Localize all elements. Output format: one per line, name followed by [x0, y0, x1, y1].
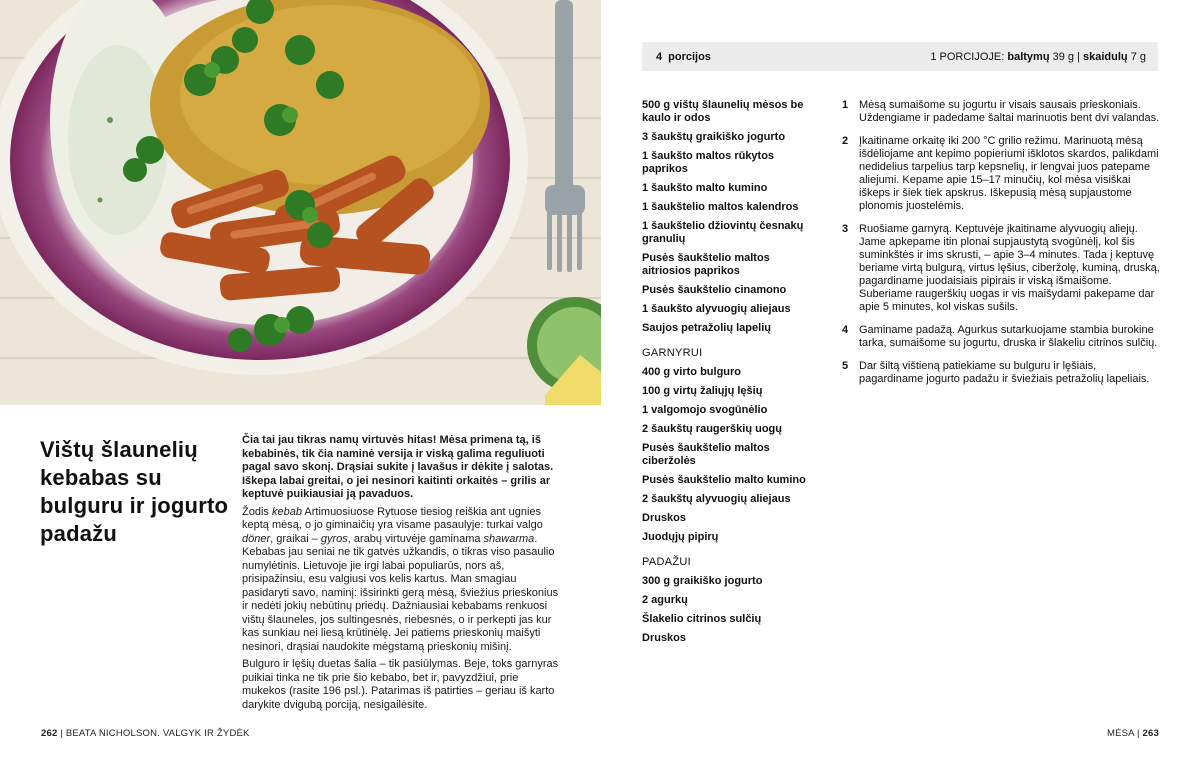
- sauce-heading: PADAŽUI: [642, 556, 691, 568]
- ingredient-item: 2 agurkų: [642, 594, 688, 606]
- step-number: 2: [842, 135, 849, 147]
- step-text: Ruošiame garnyrą. Keptuvėje įkaitiname alyvuogių aliejų. Jame apkepame itin plonai supjaustytą svogūnėlį, kol šis suminkštės ir ims skrusti, – apie 3–4 minutes. Tada į keptuvę beriame virtą bulgurą, virtus lęšius, ciberžolę, kuminą, druską, pagardiname juodaisiais pipirais ir viską išmaišome. Suberiame raugerškių uogas ir vis maišydami pakepame dar apie 5 minutes, kol viskas sušils.: [859, 223, 1160, 313]
- footer-right: MĖSA | 263: [1106, 728, 1159, 739]
- portions-label: porcijos: [668, 50, 711, 63]
- nutrition-per-portion: 1 PORCIJOJE: baltymų 39 g | skaidulų 7 g: [930, 50, 1146, 63]
- recipe-intro: [242, 434, 562, 716]
- step-text: Gaminame padažą. Agurkus sutarkuojame stambia burokine tarka, sumaišome su jogurtu, druska ir šlakeliu citrinos sulčių.: [859, 324, 1158, 349]
- method-steps: [842, 99, 1162, 396]
- step-text: Mėsą sumaišome su jogurtu ir visais sausais prieskoniais. Uždengiame ir padedame šaltai marinuotis bent dvi valandas.: [859, 99, 1160, 124]
- page-number-right: 263: [1142, 728, 1159, 739]
- step-number: 5: [842, 360, 849, 372]
- kebab-plate-image: [0, 0, 601, 405]
- ingredients-garnish: [642, 366, 817, 544]
- step-text: Dar šiltą vištieną patiekiame su bulguru ir lęšiais, pagardiname jogurto padažu ir šviežiais petražolių lapeliais.: [859, 360, 1150, 385]
- step-text: Įkaitiname orkaitę iki 200 °C grilio režimu. Marinuotą mėsą išdėliojame ant kepimo popieriumi išklotos skardos, palikdami nedidelius tarpelius tarp kepsnelių, ir lengvai juos patepame aliejumi. Kepame apie 15–17 minučių, kol mėsa visiškai iškeps ir šiek tiek apskrus. Iškepusią mėsą supjaustome plonomis juostelėmis.: [859, 135, 1159, 212]
- ingredient-item: 500 g vištų šlaunelių mėsos be kaulo ir odos: [642, 99, 804, 124]
- step-number: 3: [842, 223, 849, 235]
- ingredient-item: Pusės šaukštelio malto kumino: [642, 474, 806, 486]
- intro-lead: Čia tai jau tikras namų virtuvės hitas! Mėsa primena tą, iš kebabinės, tik čia naminė versija ir viską galima reguliuoti pagal savo skonį. Drąsiai sukite į lavašus ir dėkite į salotas. Iškepa labai greitai, o jei nesinori kaitinti orkaitės – grilis ar keptuvė puikiausiai ją pavaduos.: [242, 434, 554, 500]
- method-step: [842, 99, 1162, 125]
- method-step: [842, 360, 1162, 386]
- ingredient-item: 1 šaukšto alyvuogių aliejaus: [642, 303, 791, 315]
- book-title: BEATA NICHOLSON. VALGYK IR ŽYDĖK: [65, 728, 250, 739]
- ingredients-list: [642, 99, 817, 651]
- ingredient-item: 1 šaukšto malto kumino: [642, 182, 768, 194]
- step-number: 1: [842, 99, 849, 111]
- intro-paragraph-2: Bulguro ir lęšių duetas šalia – tik pasiūlymas. Beje, toks garnyras puikiai tinka ne tik prie šio kebabo, bet ir, pavyzdžiui, prie mukekos (rasite 196 psl.). Patarimas iš patirties – geriau iš karto darykite dvigubą porciją, nesigailėsite.: [242, 658, 559, 711]
- ingredient-item: Saujos petražolių lapelių: [642, 322, 771, 334]
- portions-info-bar: [642, 42, 1158, 71]
- ingredient-item: 300 g graikiško jogurto: [642, 575, 763, 587]
- ingredient-item: 2 šaukštų alyvuogių aliejaus: [642, 493, 791, 505]
- ingredients-sauce: [642, 575, 817, 645]
- method-step: [842, 324, 1162, 350]
- ingredient-item: 3 šaukštų graikiško jogurto: [642, 131, 786, 143]
- portions-count: 4: [656, 50, 663, 63]
- ingredient-item: Juodųjų pipirų: [642, 531, 719, 543]
- portions: [656, 51, 711, 63]
- page-number-left: 262: [41, 728, 58, 739]
- ingredient-item: Pusės šaukštelio maltos ciberžolės: [642, 442, 770, 467]
- ingredients-main: [642, 99, 817, 335]
- recipe-title: Vištų šlaunelių kebabas su bulguru ir jogurto padažu: [40, 437, 229, 546]
- ingredient-item: Druskos: [642, 512, 687, 524]
- ingredient-item: 1 valgomojo svogūnėlio: [642, 404, 768, 416]
- ingredient-item: 2 šaukštų raugerškių uogų: [642, 423, 782, 435]
- footer-left: 262 | BEATA NICHOLSON. VALGYK IR ŽYDĖK: [41, 728, 250, 739]
- ingredient-item: Pusės šaukštelio cinamono: [642, 284, 787, 296]
- ingredient-item: Druskos: [642, 632, 687, 644]
- ingredient-item: 1 šaukštelio džiovintų česnakų granulių: [642, 220, 804, 245]
- intro-paragraph-1: Žodis kebab Artimuosiuose Rytuose tiesiog reiškia ant ugnies keptą mėsą, o jo giminaičių yra visame pasaulyje: turkai valgo döner, graikai – gyros, arabų virtuvėje gaminama shawarma. Kebabas jau seniai ne tik gatvės užkandis, o tikras viso pasaulio numylėtinis. Lietuvoje jie irgi labai populiarūs, nors aš, prisipažinsiu, esu valgiusi vos kelis kartus. Man smagiau pasidaryti savo, naminį: išsirinkti gerą mėsą, šviežius prieskonius ir nedėti jokių nebūtinų priedų. Dažniausiai kebabams renkuosi vištų šlauneles, jos sultingesnės, riebesnės, o ir perkepti jas kur kas sunkiau nei liesą krūtinėlę. Jei patiems prieskonių maišyti nesinori, drąsiai naudokite mėgstamą prieskonių mišinį.: [242, 505, 559, 653]
- ingredient-item: Pusės šaukštelio maltos aitriosios paprikos: [642, 252, 770, 277]
- ingredient-item: 1 šaukšto maltos rūkytos paprikos: [642, 150, 775, 175]
- ingredient-item: 100 g virtų žaliųjų lęšių: [642, 385, 763, 397]
- method-step: [842, 135, 1162, 213]
- step-number: 4: [842, 324, 849, 336]
- recipe-photo: [0, 0, 601, 405]
- ingredient-item: Šlakelio citrinos sulčių: [642, 613, 762, 625]
- section-name: MĖSA: [1106, 728, 1135, 739]
- method-step: [842, 223, 1162, 314]
- ingredient-item: 400 g virto bulguro: [642, 366, 742, 378]
- ingredient-item: 1 šaukštelio maltos kalendros: [642, 201, 799, 213]
- garnish-heading: GARNYRUI: [642, 347, 703, 359]
